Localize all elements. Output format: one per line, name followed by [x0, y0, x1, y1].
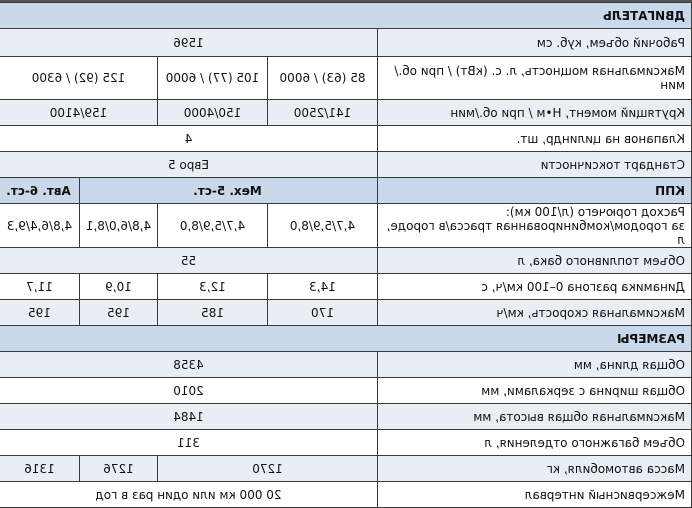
accel-value-2: 12,3: [158, 274, 268, 300]
accel-value-4: 11,7: [0, 274, 80, 300]
row-fuel: [0, 204, 692, 248]
row-mass: [0, 456, 692, 482]
fuel-value-2: 4,7/5,9/8,0: [158, 204, 268, 248]
gearbox-manual: Мех. 5-ст.: [80, 178, 378, 204]
fuel-label: [378, 204, 692, 248]
accel-label: Динамика разгона 0–100 км/ч, с: [378, 274, 692, 300]
speed-value-2: 185: [158, 300, 268, 326]
torque-value-1: 141/2500: [268, 100, 378, 126]
section-engine: [0, 3, 692, 29]
row-accel: [0, 274, 692, 300]
fuel-value-4: 4,8/6,4/9,3: [0, 204, 80, 248]
fuel-label-line2: за городом/комбинированная трасса/в городе, л: [386, 218, 685, 247]
row-tank: [0, 248, 692, 274]
power-label: Максимальная мощность, л. с. (кВт) / при об./мин: [378, 57, 692, 100]
row-height: [0, 404, 692, 430]
row-power: [0, 57, 692, 100]
row-speed: [0, 300, 692, 326]
mass-label: Масса автомобиля, кг: [378, 456, 692, 482]
fuel-value-3: 4,8/6,0/8,1: [80, 204, 158, 248]
spec-table: [0, 2, 692, 508]
displacement-label: Рабочий объем, куб. см: [378, 29, 692, 57]
tank-value: 55: [0, 248, 378, 274]
row-trunk: [0, 430, 692, 456]
section-gearbox: [0, 178, 692, 204]
torque-value-3: 159/4100: [0, 100, 158, 126]
length-value: 4358: [0, 352, 378, 378]
trunk-label: Объем багажного отделения, л: [378, 430, 692, 456]
displacement-value: 1596: [0, 29, 378, 57]
torque-label: Крутящий момент, Н•м / при об./мин: [378, 100, 692, 126]
fuel-value-1: 4,7/5,9/8,0: [268, 204, 378, 248]
height-label: Максимальная общая высота, мм: [378, 404, 692, 430]
power-value-2: 105 (77) / 6000: [158, 57, 268, 100]
valves-value: 4: [0, 126, 378, 152]
accel-value-1: 14,3: [268, 274, 378, 300]
emission-label: Стандарт токсичности: [378, 152, 692, 178]
fuel-label-line1: Расход горючего (л/100 км):: [505, 204, 685, 219]
section-dimensions: [0, 326, 692, 352]
row-service: [0, 482, 692, 508]
mass-value-1: 1270: [158, 456, 378, 482]
speed-value-1: 170: [268, 300, 378, 326]
gearbox-auto: Авт. 6-ст.: [0, 178, 80, 204]
width-value: 2010: [0, 378, 378, 404]
width-label: Общая ширина с зеркалами, мм: [378, 378, 692, 404]
power-value-1: 85 (63) / 6000: [268, 57, 378, 100]
row-torque: [0, 100, 692, 126]
tank-label: Объем топливного бака, л: [378, 248, 692, 274]
section-dimensions-title: РАЗМЕРЫ: [0, 326, 692, 352]
service-label: Межсервисный интервал: [378, 482, 692, 508]
row-valves: [0, 126, 692, 152]
power-value-3: 125 (92) / 6300: [0, 57, 158, 100]
height-value: 1484: [0, 404, 378, 430]
row-displacement: [0, 29, 692, 57]
speed-label: Максимальная скорость, км/ч: [378, 300, 692, 326]
service-value: 20 000 км или один раз в год: [0, 482, 378, 508]
row-length: [0, 352, 692, 378]
trunk-value: 311: [0, 430, 378, 456]
mass-value-2: 1276: [80, 456, 158, 482]
section-engine-title: ДВИГАТЕЛЬ: [0, 3, 692, 29]
speed-value-3: 195: [80, 300, 158, 326]
section-gearbox-title: КПП: [378, 178, 692, 204]
row-emission: [0, 152, 692, 178]
emission-value: Евро 5: [0, 152, 378, 178]
valves-label: Клапанов на цилиндр, шт.: [378, 126, 692, 152]
speed-value-4: 195: [0, 300, 80, 326]
torque-value-2: 150/4000: [158, 100, 268, 126]
mass-value-3: 1316: [0, 456, 80, 482]
length-label: Общая длина, мм: [378, 352, 692, 378]
row-width: [0, 378, 692, 404]
accel-value-3: 10,9: [80, 274, 158, 300]
